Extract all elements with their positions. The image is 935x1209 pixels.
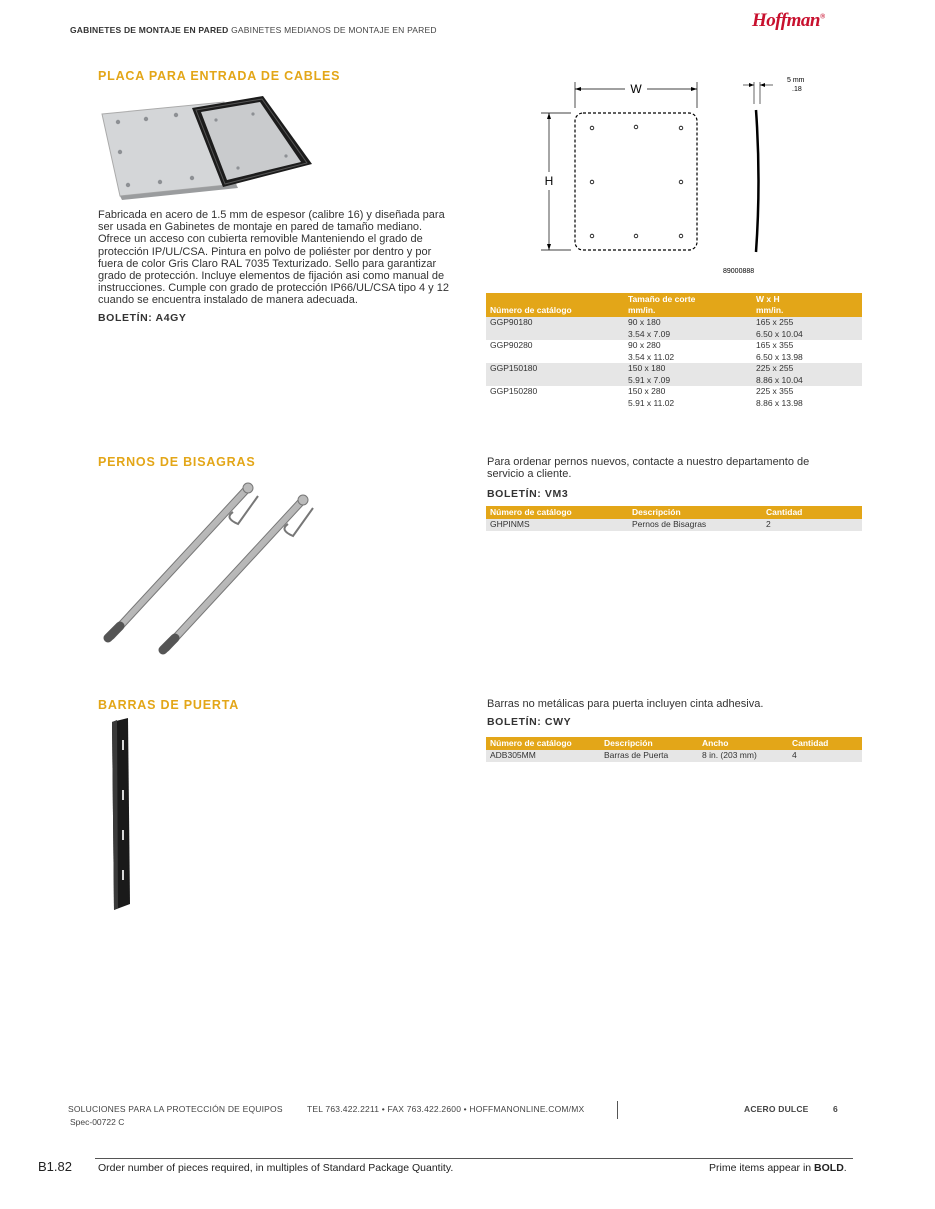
section-title-hinge-pins: PERNOS DE BISAGRAS (98, 455, 256, 469)
hinge-pins-photo (98, 478, 318, 658)
svg-text:H: H (544, 174, 554, 188)
bulletin-vm3: BOLETÍN: VM3 (487, 488, 569, 500)
footer-rule (95, 1158, 853, 1159)
cable-plate-photo (98, 92, 318, 202)
table-header-row: Número de catálogo Tamaño de corte mm/in. W x H mm/in. (486, 293, 862, 317)
table-row: GHPINMS Pernos de Bisagras 2 (486, 519, 862, 531)
bulletin-a4gy: BOLETÍN: A4GY (98, 312, 187, 324)
table-row: GGP150180 150 x 180 5.91 x 7.09 225 x 255 8.86 x 10.04 (486, 363, 862, 386)
svg-text:5 mm: 5 mm (787, 77, 805, 84)
hinge-pins-spec-table (486, 506, 862, 531)
door-bars-description: Barras no metálicas para puerta incluyen cinta adhesiva. (487, 698, 764, 710)
header-subcategory: GABINETES MEDIANOS DE MONTAJE EN PARED (231, 25, 437, 35)
door-bar-photo (108, 718, 138, 913)
footer-order-note: Order number of pieces required, in multiples of Standard Package Quantity. (98, 1162, 454, 1174)
footer-divider (617, 1101, 618, 1119)
table-row: ADB305MM Barras de Puerta 8 in. (203 mm) 4 (486, 750, 862, 762)
footer-contact: TEL 763.422.2211 • FAX 763.422.2600 • HOFFMANONLINE.COM/MX (307, 1104, 585, 1114)
cable-plate-spec-table (486, 293, 862, 409)
section-title-cable-entry-plate: PLACA PARA ENTRADA DE CABLES (98, 69, 341, 83)
svg-text:W: W (630, 82, 642, 96)
bulletin-cwy: BOLETÍN: CWY (487, 716, 572, 728)
svg-text:.18: .18 (792, 86, 802, 93)
page-header (70, 25, 437, 35)
hinge-pins-description: Para ordenar pernos nuevos, contacte a nuestro departamento de servicio a cliente. (487, 456, 810, 481)
footer-material: ACERO DULCE (744, 1104, 809, 1114)
footer-page-number: 6 (833, 1104, 838, 1114)
section-title-door-bars: BARRAS DE PUERTA (98, 698, 240, 712)
table-row: GGP150280 150 x 280 5.91 x 11.02 225 x 355 8.86 x 13.98 (490, 386, 803, 408)
table-header-row: Número de catálogo Descripción Cantidad (486, 506, 862, 519)
cable-plate-drawing (535, 70, 825, 285)
table-row: GGP90280 90 x 280 3.54 x 11.02 165 x 355 6.50 x 13.98 (490, 340, 803, 362)
header-category: GABINETES DE MONTAJE EN PARED (70, 25, 229, 35)
table-header-row: Número de catálogo Descripción Ancho Cantidad (486, 737, 862, 750)
table-row: GGP90180 90 x 180 3.54 x 7.09 165 x 255 6.50 x 10.04 (486, 317, 862, 340)
footer-spec-code: Spec-00722 C (70, 1117, 125, 1127)
door-bars-spec-table (486, 737, 862, 762)
cable-plate-description: Fabricada en acero de 1.5 mm de espesor (calibre 16) y diseñada para ser usada en Gabinetes de montaje en pared de tamaño mediano. Ofrece un acceso con cubierta removible Manteniendo el grado de protección IP/UL/CSA. Pintura en polvo de poliéster por dentro y por fuera de color Gris Claro RAL 7035 Texturizado. Sello para garantizar grado de protección. Incluye elementos de fijación asi como manual de instrucciones. Cumple con grado de protección IP66/UL/CSA tipo 4 y 12 cuando se encuentra instalado de manera adecuada. (98, 209, 449, 307)
svg-text:89000888: 89000888 (723, 268, 755, 275)
footer-prime-note: Prime items appear in BOLD. (709, 1162, 847, 1174)
footer-company-line: SOLUCIONES PARA LA PROTECCIÓN DE EQUIPOS (68, 1104, 283, 1114)
page-code: B1.82 (38, 1159, 72, 1174)
hoffman-logo: Hoffman® (752, 10, 825, 31)
